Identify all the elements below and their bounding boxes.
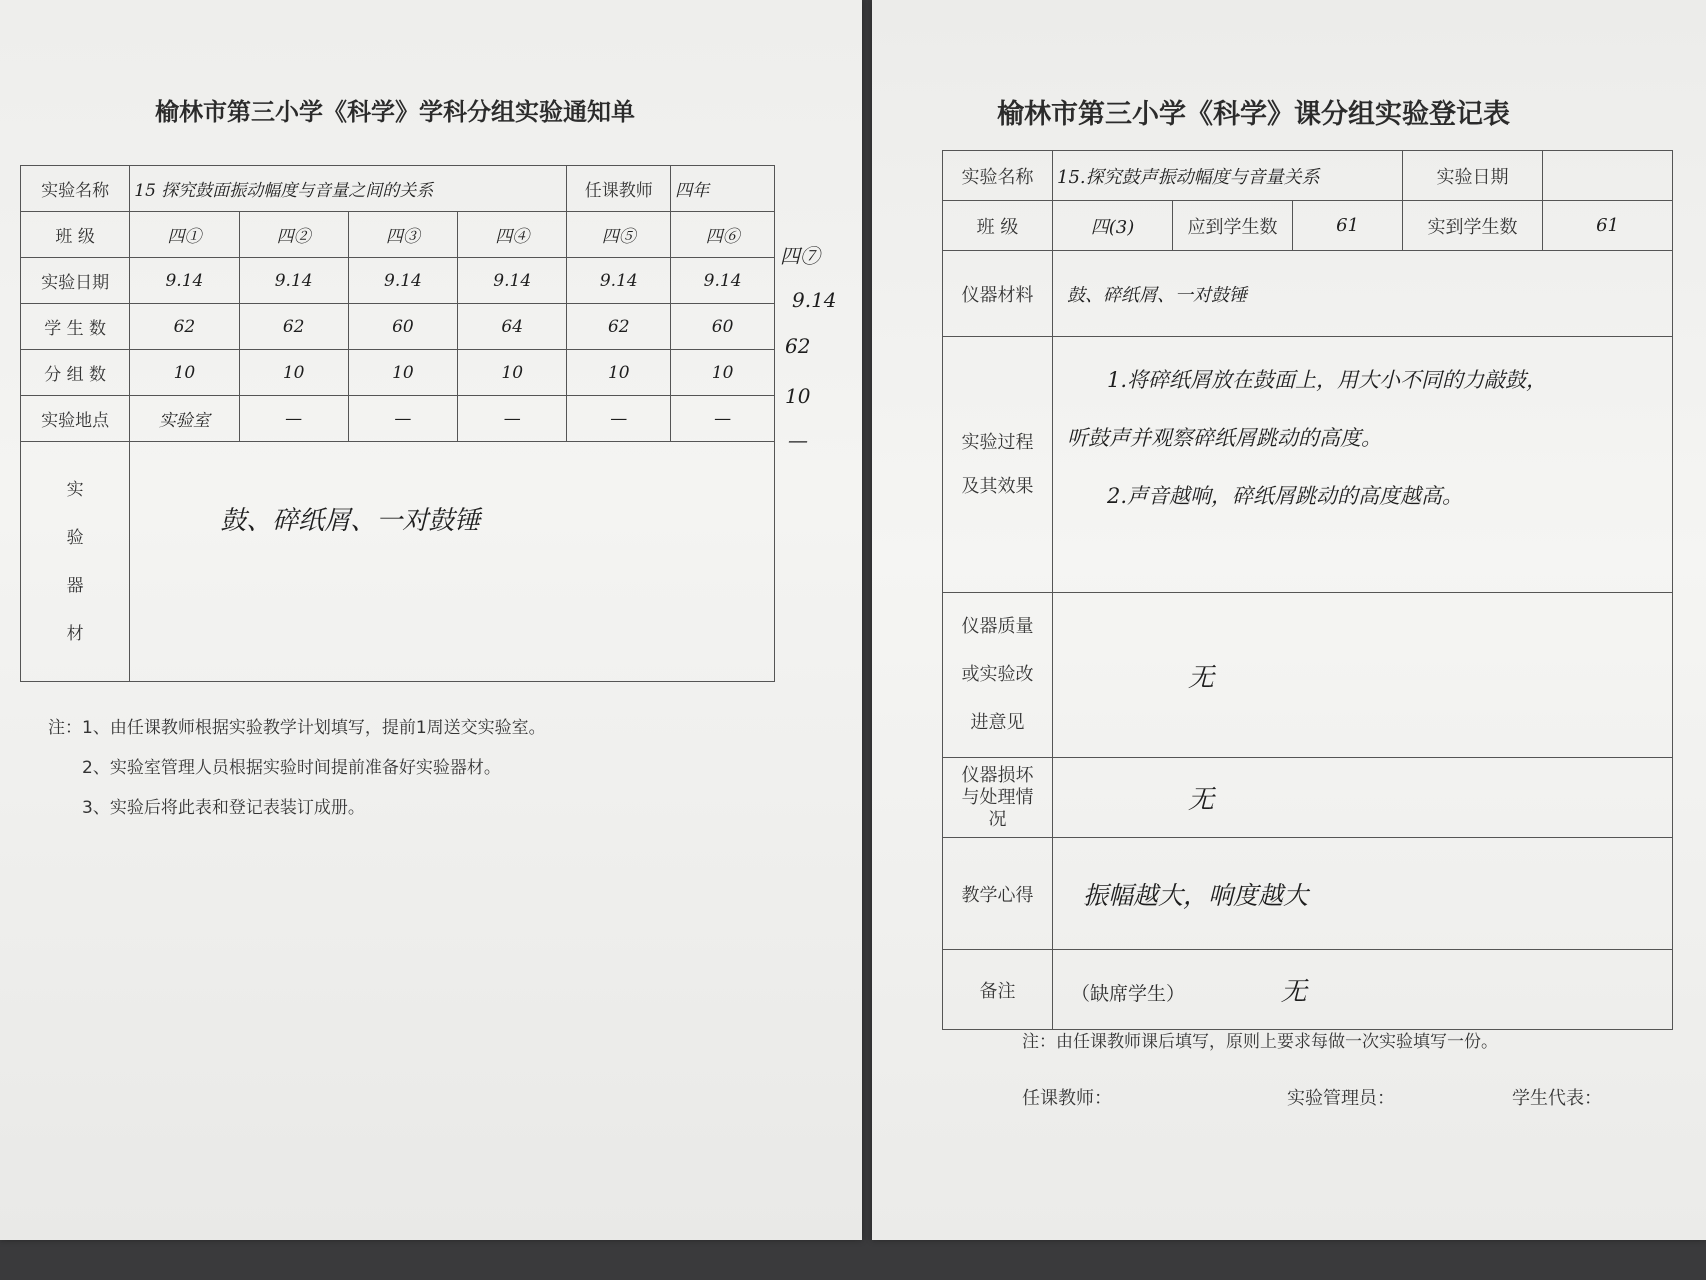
date-cell: 9.14 (458, 258, 567, 304)
date-cell: 9.14 (130, 258, 239, 304)
students-cell: 62 (567, 304, 671, 350)
label-experiment-name: 实验名称 (21, 166, 130, 212)
label-equipment-char: 验 (66, 527, 84, 548)
reflection-value: 振幅越大，响度越大 (1053, 838, 1673, 950)
location-cell: — (671, 396, 775, 442)
class-cell: 四⑥ (671, 212, 775, 258)
date-cell-extra: 9.14 (792, 288, 837, 312)
date-cell: 9.14 (239, 258, 348, 304)
record-table (942, 150, 1673, 1030)
groups-cell: 10 (567, 350, 671, 396)
label-groups: 分 组 数 (21, 350, 130, 396)
remarks-value (1053, 950, 1673, 1030)
date-cell: 9.14 (348, 258, 457, 304)
experiment-name-value: 15.探究鼓声振动幅度与音量关系 (1053, 151, 1403, 201)
materials-value: 鼓、碎纸屑、一对鼓锤 (1053, 251, 1673, 337)
label-class: 班 级 (943, 201, 1053, 251)
class-cell: 四② (239, 212, 348, 258)
students-cell: 60 (348, 304, 457, 350)
groups-cell: 10 (458, 350, 567, 396)
label-students: 学 生 数 (21, 304, 130, 350)
groups-cell-extra: 10 (785, 384, 811, 408)
note-line: 2、实验室管理人员根据实验时间提前准备好实验器材。 (82, 758, 501, 778)
absent-value: 无 (1280, 977, 1307, 1007)
label-date: 实验日期 (21, 258, 130, 304)
location-cell: — (348, 396, 457, 442)
notice-title: 榆林市第三小学《科学》学科分组实验通知单 (155, 98, 635, 126)
class-cell: 四③ (348, 212, 457, 258)
signature-student-rep: 学生代表： (1512, 1088, 1602, 1109)
location-cell: 实验室 (130, 396, 239, 442)
process-line: 1.将碎纸屑放在鼓面上，用大小不同的力敲鼓， (1107, 368, 1548, 392)
label-process-line: 实验过程 (961, 431, 1034, 453)
label-experiment-name: 实验名称 (943, 151, 1053, 201)
location-cell: — (567, 396, 671, 442)
quality-value: 无 (1053, 593, 1673, 758)
label-equipment-char: 材 (66, 623, 84, 644)
record-title: 榆林市第三小学《科学》课分组实验登记表 (997, 99, 1510, 130)
signature-teacher: 任课教师： (1022, 1088, 1112, 1109)
label-expected: 应到学生数 (1173, 201, 1293, 251)
label-process (943, 337, 1053, 593)
teacher-value: 四年 (671, 166, 775, 212)
label-damage-line: 与处理情 (961, 786, 1034, 808)
record-sheet (872, 0, 1706, 1240)
label-process-line: 及其效果 (961, 475, 1034, 497)
note-line: 注：1、由任课教师根据实验教学计划填写，提前1周送交实验室。 (48, 718, 546, 738)
label-damage-line: 况 (988, 808, 1007, 830)
process-line: 2.声音越响，碎纸屑跳动的高度越高。 (1107, 484, 1464, 508)
actual-value: 61 (1543, 201, 1673, 251)
label-equipment-char: 器 (66, 575, 84, 596)
label-quality (943, 593, 1053, 758)
students-cell-extra: 62 (785, 334, 811, 358)
absent-label: （缺席学生） (1071, 983, 1186, 1005)
label-damage (943, 758, 1053, 838)
record-note: 注：由任课教师课后填写，原则上要求每做一次实验填写一份。 (1022, 1032, 1498, 1052)
label-date: 实验日期 (1403, 151, 1543, 201)
class-cell: 四⑤ (567, 212, 671, 258)
experiment-name-value: 15 探究鼓面振动幅度与音量之间的关系 (130, 166, 567, 212)
date-cell: 9.14 (671, 258, 775, 304)
class-cell: 四① (130, 212, 239, 258)
label-location: 实验地点 (21, 396, 130, 442)
process-value (1053, 337, 1673, 593)
groups-cell: 10 (671, 350, 775, 396)
groups-cell: 10 (130, 350, 239, 396)
students-cell: 64 (458, 304, 567, 350)
class-cell: 四④ (458, 212, 567, 258)
expected-value: 61 (1293, 201, 1403, 251)
groups-cell: 10 (348, 350, 457, 396)
location-cell-extra: — (788, 428, 808, 452)
label-equipment-char: 实 (66, 479, 84, 500)
students-cell: 60 (671, 304, 775, 350)
damage-value: 无 (1053, 758, 1673, 838)
location-cell: — (458, 396, 567, 442)
label-reflection: 教学心得 (943, 838, 1053, 950)
process-line: 听鼓声并观察碎纸屑跳动的高度。 (1067, 426, 1382, 450)
label-teacher: 任课教师 (567, 166, 671, 212)
students-cell: 62 (130, 304, 239, 350)
label-quality-line: 或实验改 (961, 664, 1034, 685)
label-damage-line: 仪器损坏 (961, 764, 1034, 786)
class-value: 四(3) (1053, 201, 1173, 251)
notice-notes (48, 708, 546, 828)
location-cell: — (239, 396, 348, 442)
label-remarks: 备注 (943, 950, 1053, 1030)
date-value (1543, 151, 1673, 201)
note-line: 3、实验后将此表和登记表装订成册。 (82, 798, 365, 818)
students-cell: 62 (239, 304, 348, 350)
label-equipment (21, 442, 130, 682)
groups-cell: 10 (239, 350, 348, 396)
notice-sheet (0, 0, 862, 1240)
notice-table (20, 165, 775, 682)
label-quality-line: 进意见 (970, 712, 1025, 733)
label-quality-line: 仪器质量 (961, 616, 1034, 637)
signature-admin: 实验管理员： (1287, 1088, 1395, 1109)
equipment-value: 鼓、碎纸屑、一对鼓锤 (130, 442, 775, 682)
date-cell: 9.14 (567, 258, 671, 304)
label-class: 班 级 (21, 212, 130, 258)
class-cell-extra: 四⑦ (780, 244, 820, 268)
label-materials: 仪器材料 (943, 251, 1053, 337)
label-actual: 实到学生数 (1403, 201, 1543, 251)
